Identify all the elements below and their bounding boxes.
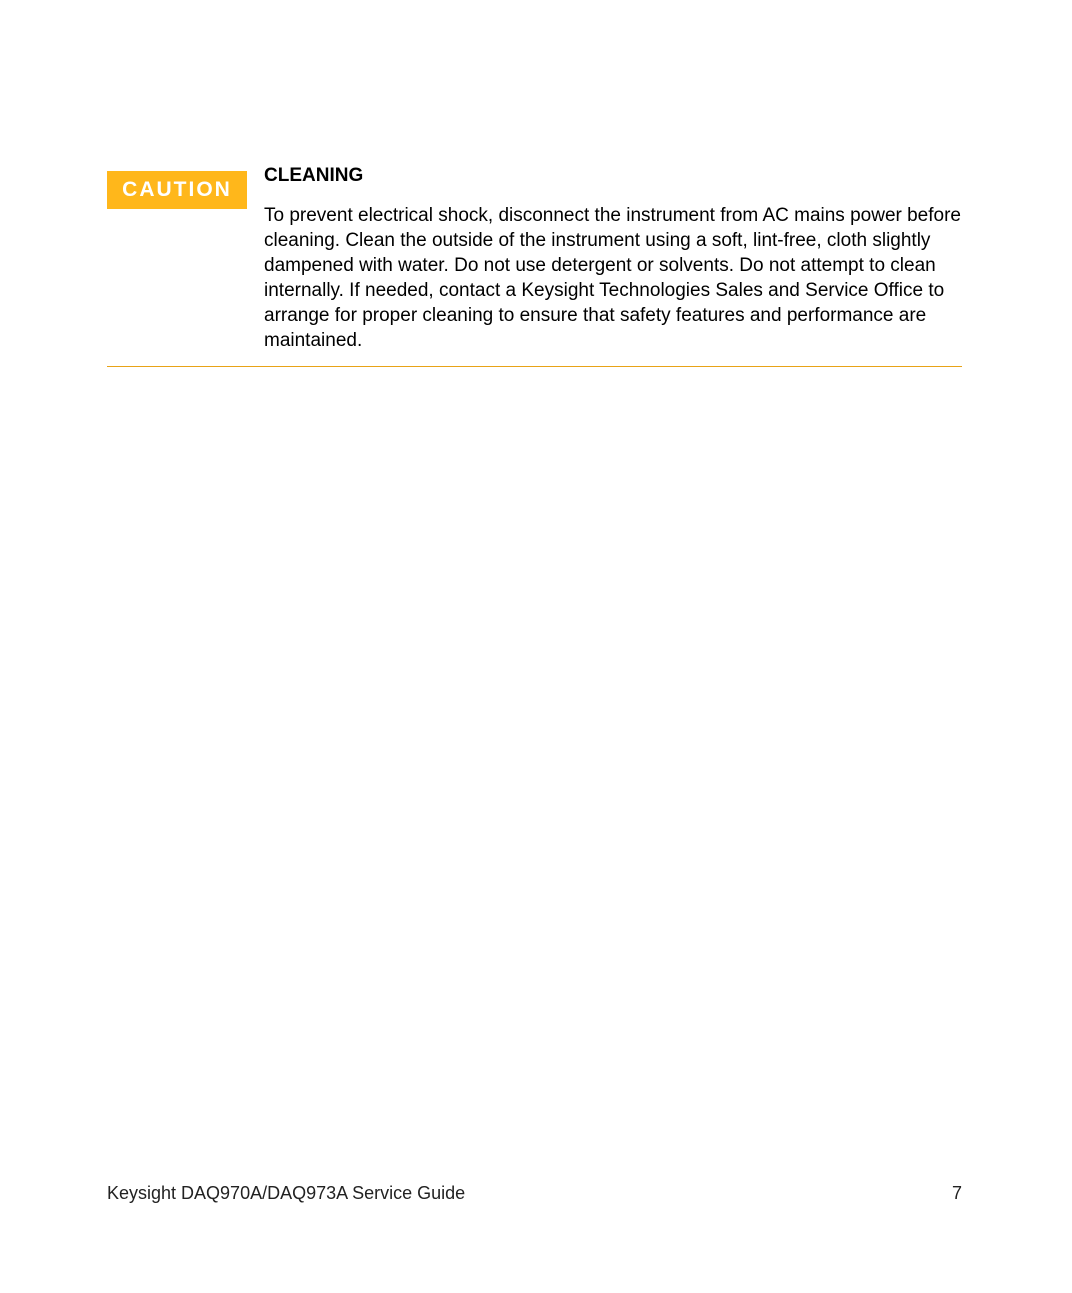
caution-divider (107, 366, 962, 367)
footer-page-number: 7 (951, 1183, 962, 1203)
caution-notice (107, 163, 962, 353)
caution-text: To prevent electrical shock, disconnect the instrument from AC mains power before cleaning. Clean the outside of the instrument using a soft, lint-free, cloth slightly dampened with water. Do not use detergent or solvents. Do not attempt to clean internally. If needed, contact a Keysight Technologies Sales and Service Office to arrange for proper cleaning to ensure that safety features and performance are maintained. (264, 205, 961, 351)
footer-document-title: Keysight DAQ970A/DAQ973A Service Guide (107, 1183, 466, 1203)
caution-heading: CLEANING (264, 165, 364, 186)
caution-content (264, 163, 962, 353)
caution-badge: CAUTION (107, 171, 247, 209)
